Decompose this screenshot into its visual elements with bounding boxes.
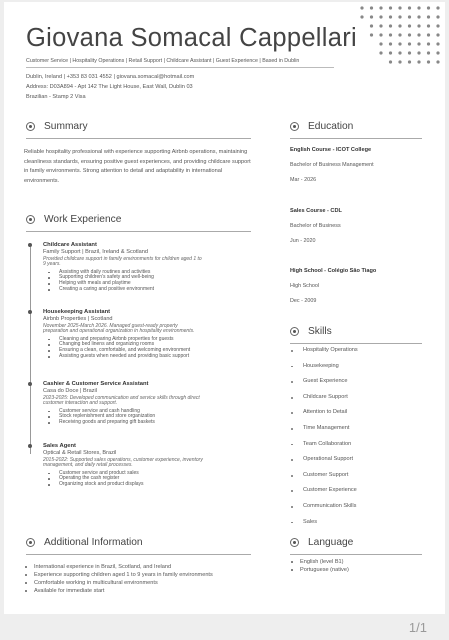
education-title-line: English Course - ICOT College [290,147,372,153]
pattern-dot [379,24,382,27]
pattern-dot [370,24,373,27]
skill-item: Team Collaboration [290,441,358,457]
contact-line: Dublin, Ireland | +353 83 031 4552 | giovana.somacal@hotmail.com [26,74,195,80]
pattern-dot [379,15,382,18]
additional-item: Experience supporting children aged 1 to 9 years in family environments [24,571,214,579]
pattern-dot [417,24,420,27]
education-divider [290,138,422,139]
job-title: Housekeeping Assistant [43,309,111,315]
section-icon [290,327,299,336]
pattern-dot [398,6,401,9]
job-title: Cashier & Customer Service Assistant [43,381,149,387]
section-icon [290,122,299,131]
timeline-dot [28,243,32,247]
additional-list [24,563,214,595]
section-icon [26,122,35,131]
education-title-line: Sales Course - CDL [290,208,342,214]
skills-heading [290,326,332,337]
job-bullets [43,471,243,488]
additional-heading [26,537,143,548]
pattern-dot [417,42,420,45]
job-description: 2015-2022: Supported sales operations, customer experience, inventory management, and daily retail processes. [43,456,203,469]
pattern-dot [427,6,430,9]
pattern-dot [398,33,401,36]
job-description: 2023-2025: Developed communication and service skills through direct customer interaction and support. [43,394,200,407]
additional-item: Comfortable working in multicultural environments [24,579,214,587]
experience-heading [26,214,121,225]
pattern-dot [389,33,392,36]
job-entry [43,309,243,360]
pattern-dot [389,15,392,18]
education-date: Dec - 2009 [290,298,317,304]
job-bullets [43,270,243,293]
candidate-name: Giovana Somacal Cappellari [26,24,357,52]
address-line: Address: D03A894 - Apt 142 The Light House, East Wall, Dublin 03 [26,84,193,90]
job-description: Provided childcare support in family environments for children aged 1 to 9 years. [43,255,202,268]
language-title: Language [308,537,354,548]
skill-item: Attention to Detail [290,409,358,425]
pattern-dot [398,51,401,54]
pattern-dot [398,24,401,27]
section-icon [26,215,35,224]
skill-item: Customer Experience [290,487,358,503]
education-entry [290,147,430,183]
job-company: Casa do Doce | Brazil [43,388,97,394]
additional-title: Additional Information [44,537,143,548]
skill-item: Hospitality Operations [290,347,358,363]
page-counter: 1/1 [408,620,427,635]
education-title-line: High School - Colégio São Tiago [290,268,377,274]
skills-list [290,347,358,534]
job-bullet: Helping with meals and playtime [43,281,243,287]
summary-text: Reliable hospitality professional with experience supporting Airbnb operations, maintaining cleanliness standards, ensuring positive guest experiences, and providing childcare support in family environments. Strong attention to detail and adaptability in international environments. [24,149,251,184]
job-bullet: Supporting children's safety and well-being [43,275,243,281]
pattern-dot [408,60,411,63]
decorative-dot-pattern [356,2,445,74]
pattern-dot [398,42,401,45]
tagline: Customer Service | Hospitality Operations | Retail Support | Childcare Assistant | Guest Experience | Based in Dublin [26,58,300,64]
timeline-dot [28,382,32,386]
education-title: Education [308,121,354,132]
job-bullet: Operating the cash register [43,476,243,482]
pattern-dot [408,51,411,54]
job-company: Airbnb Properties | Scotland [43,316,113,322]
pattern-dot [389,24,392,27]
pattern-dot [360,15,363,18]
language-item: Portuguese (native) [290,566,430,574]
job-bullets [43,409,243,426]
job-bullet: Stock replenishment and store organization [43,414,243,420]
additional-item: International experience in Brazil, Scotland, and Ireland [24,563,214,571]
pattern-dot [436,42,439,45]
pattern-dot [389,42,392,45]
education-date: Jun - 2020 [290,238,316,244]
pattern-dot [379,51,382,54]
language-item: English (level B1) [290,558,430,566]
education-date: Mar - 2026 [290,177,317,183]
experience-title: Work Experience [44,214,122,225]
education-heading [290,121,353,132]
pattern-dot [370,6,373,9]
pattern-dot [417,60,420,63]
skills-title: Skills [308,326,332,337]
experience-divider [26,231,251,232]
additional-divider [26,554,251,555]
pattern-dot [427,15,430,18]
skill-item: Operational Support [290,456,358,472]
pattern-dot [408,6,411,9]
summary-divider [26,138,251,139]
job-bullet: Creating a caring and positive environment [43,287,243,293]
pattern-dot [417,6,420,9]
pattern-dot [436,15,439,18]
pattern-dot [427,42,430,45]
skill-item: Sales [290,519,358,535]
job-bullet: Assisting with daily routines and activities [43,270,243,276]
pattern-dot [436,6,439,9]
pattern-dot [417,15,420,18]
pattern-dot [389,60,392,63]
pattern-dot [427,51,430,54]
pattern-dot [436,24,439,27]
resume-page [4,2,445,614]
language-divider [290,554,422,555]
pattern-dot [389,51,392,54]
skill-item: Childcare Support [290,394,358,410]
pattern-dot [436,60,439,63]
pattern-dot [370,33,373,36]
skill-item: Time Management [290,425,358,441]
job-title: Sales Agent [43,443,76,449]
skill-item: Customer Support [290,472,358,488]
pattern-dot [427,24,430,27]
pattern-dot [360,6,363,9]
pattern-dot [417,33,420,36]
pattern-dot [436,33,439,36]
pattern-dot [379,42,382,45]
job-entry [43,242,243,293]
job-bullets [43,337,243,360]
pattern-dot [408,42,411,45]
job-bullet: Receiving goods and preparing gift baskets [43,420,243,426]
contact-block [26,72,194,102]
pattern-dot [408,15,411,18]
job-bullet: Cleaning and preparing Airbnb properties for guests [43,337,243,343]
pattern-dot [379,33,382,36]
visa-line: Brazilian - Stamp 2 Visa [26,94,86,100]
summary-heading [26,121,88,132]
pattern-dot [427,60,430,63]
pattern-dot [370,15,373,18]
education-degree: Bachelor of Business [290,223,341,229]
pattern-dot [379,6,382,9]
pattern-dot [398,60,401,63]
job-entry [43,381,243,426]
job-description: November 2025-March 2026. Managed guest-ready property preparation and operational organization in hospitality environments. [43,322,195,335]
pattern-dot [408,33,411,36]
job-entry [43,443,243,488]
timeline-line [30,247,31,454]
job-bullet: Ensuring a clean, comfortable, and welcoming environment [43,348,243,354]
job-company: Optical & Retail Stores, Brazil [43,450,117,456]
section-icon [290,538,299,547]
education-degree: Bachelor of Business Management [290,162,374,168]
skills-divider [290,343,422,344]
job-bullet: Changing bed linens and organizing rooms [43,342,243,348]
education-entry [290,268,430,304]
education-entry [290,208,430,244]
additional-item: Available for immediate start [24,587,214,595]
timeline-dot [28,310,32,314]
job-bullet: Assisting guests when needed and providing basic support [43,354,243,360]
section-icon [26,538,35,547]
pattern-dot [389,6,392,9]
skill-item: Housekeeping [290,363,358,379]
pattern-dot [427,33,430,36]
job-bullet: Customer service and cash handling [43,409,243,415]
language-heading [290,537,353,548]
skill-item: Communication Skills [290,503,358,519]
job-bullet: Customer service and product sales [43,471,243,477]
pattern-dot [398,15,401,18]
summary-title: Summary [44,121,88,132]
job-company: Family Support | Brazil, Ireland & Scotland [43,249,148,255]
job-title: Childcare Assistant [43,242,97,248]
pattern-dot [417,51,420,54]
pattern-dot [436,51,439,54]
language-list [290,558,430,574]
skill-item: Guest Experience [290,378,358,394]
timeline-dot [28,444,32,448]
pattern-dot [408,24,411,27]
education-degree: High School [290,283,320,289]
header-divider [26,67,334,68]
job-bullet: Organizing stock and product displays [43,482,243,488]
